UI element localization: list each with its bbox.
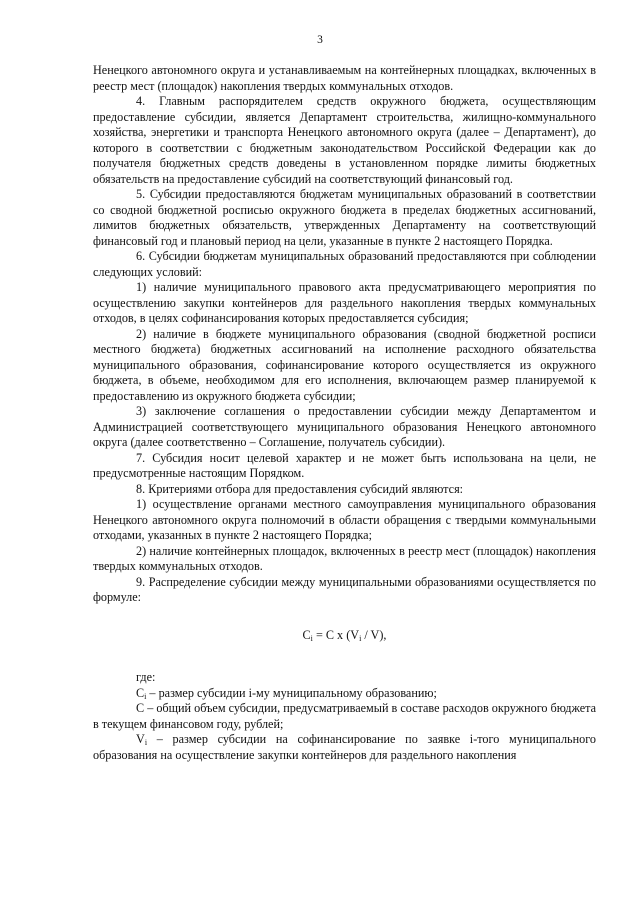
formula-middle-subscript: i (359, 633, 362, 643)
formula-left-subscript: i (310, 633, 313, 643)
definition-subscript: i (144, 738, 148, 747)
paragraph-item-6: 6. Субсидии бюджетам муниципальных образований предоставляются при соблюдении следующих условий: (93, 249, 596, 279)
paragraph-continuation: Ненецкого автономного округа и устанавливаемым на контейнерных площадках, включенных в реестр мест (площадок) накопления твердых коммунальных отходов. (93, 63, 596, 93)
definition-symbol: C (136, 701, 145, 715)
formula-right: / V), (361, 627, 387, 642)
definition-text: – размер субсидии i-му муниципальному образованию; (146, 685, 437, 700)
definition-text: – общий объем субсидии, предусматриваемый в составе расходов окружного бюджета в текущем финансовом году, рублей; (93, 701, 596, 731)
definition-symbol: C (136, 685, 145, 700)
paragraph-item-6-3: 3) заключение соглашения о предоставлении субсидии между Департаментом и Администрацией соответствующего муниципального образования Ненецкого автономного округа (далее соответственно – Соглашение, получатель субсидии). (93, 404, 596, 449)
definition-vi (93, 732, 596, 763)
paragraph-item-6-1: 1) наличие муниципального правового акта предусматривающего мероприятия по осуществлению закупки контейнеров для раздельного накопления твердых коммунальных отходов, в целях софинансирования которых предоставляется субсидия; (93, 280, 596, 325)
definition-text: – размер субсидии на софинансирование по заявке i-того муниципального образования на осуществление закупки контейнеров для раздельного накопления (93, 732, 596, 762)
formula-left: C (302, 627, 311, 642)
paragraph-item-4: 4. Главным распорядителем средств окружного бюджета, осуществляющим предоставление субсидии, является Департамент строительства, жилищно-коммунального хозяйства, энергетики и транспорта Ненецкого автономного округа (далее – Департамент), до которого в соответствии с бюджетным законодательством Российской Федерации как до получателя бюджетных средств доведены в установленном порядке лимиты бюджетных обязательств на предоставление субсидий на соответствующий финансовый год. (93, 94, 596, 186)
paragraph-item-5: 5. Субсидии предоставляются бюджетам муниципальных образований в соответствии со сводной бюджетной росписью окружного бюджета в пределах бюджетных ассигнований, лимитов бюджетных обязательств, утвержденных Департаменту на соответствующий финансовый год и плановый период на цели, указанные в пункте 2 настоящего Порядка. (93, 187, 596, 248)
formula-middle: = C x (V (312, 627, 360, 642)
paragraph-item-8-1: 1) осуществление органами местного самоуправления муниципального образования Ненецкого автономного округа полномочий в области обращения с твердыми коммунальными отходами, указанных в пункте 2 настоящего Порядка; (93, 497, 596, 542)
document-body (93, 63, 596, 763)
paragraph-item-6-2: 2) наличие в бюджете муниципального образования (сводной бюджетной росписи местного бюджета) бюджетных ассигнований на исполнение расходного обязательства муниципального образования, софинансирование которого осуществляется из окружного бюджета, в объеме, необходимом для его исполнения, включающем размер планируемой к предоставлению из окружного бюджета субсидии; (93, 326, 596, 403)
paragraph-item-7: 7. Субсидия носит целевой характер и не может быть использована на цели, не предусмотренные настоящим Порядком. (93, 450, 596, 480)
definition-ci (93, 686, 596, 702)
distribution-formula (93, 628, 596, 644)
definition-symbol: V (136, 732, 145, 746)
definition-c (93, 701, 596, 732)
paragraph-item-9: 9. Распределение субсидии между муниципальными образованиями осуществляется по формуле: (93, 574, 596, 604)
paragraph-item-8: 8. Критериями отбора для предоставления субсидий являются: (136, 481, 464, 496)
where-label: где: (136, 670, 156, 684)
paragraph-item-8-2: 2) наличие контейнерных площадок, включенных в реестр мест (площадок) накопления твердых коммунальных отходов. (93, 543, 596, 573)
definition-subscript: i (144, 691, 147, 701)
page-number: 3 (317, 34, 323, 46)
